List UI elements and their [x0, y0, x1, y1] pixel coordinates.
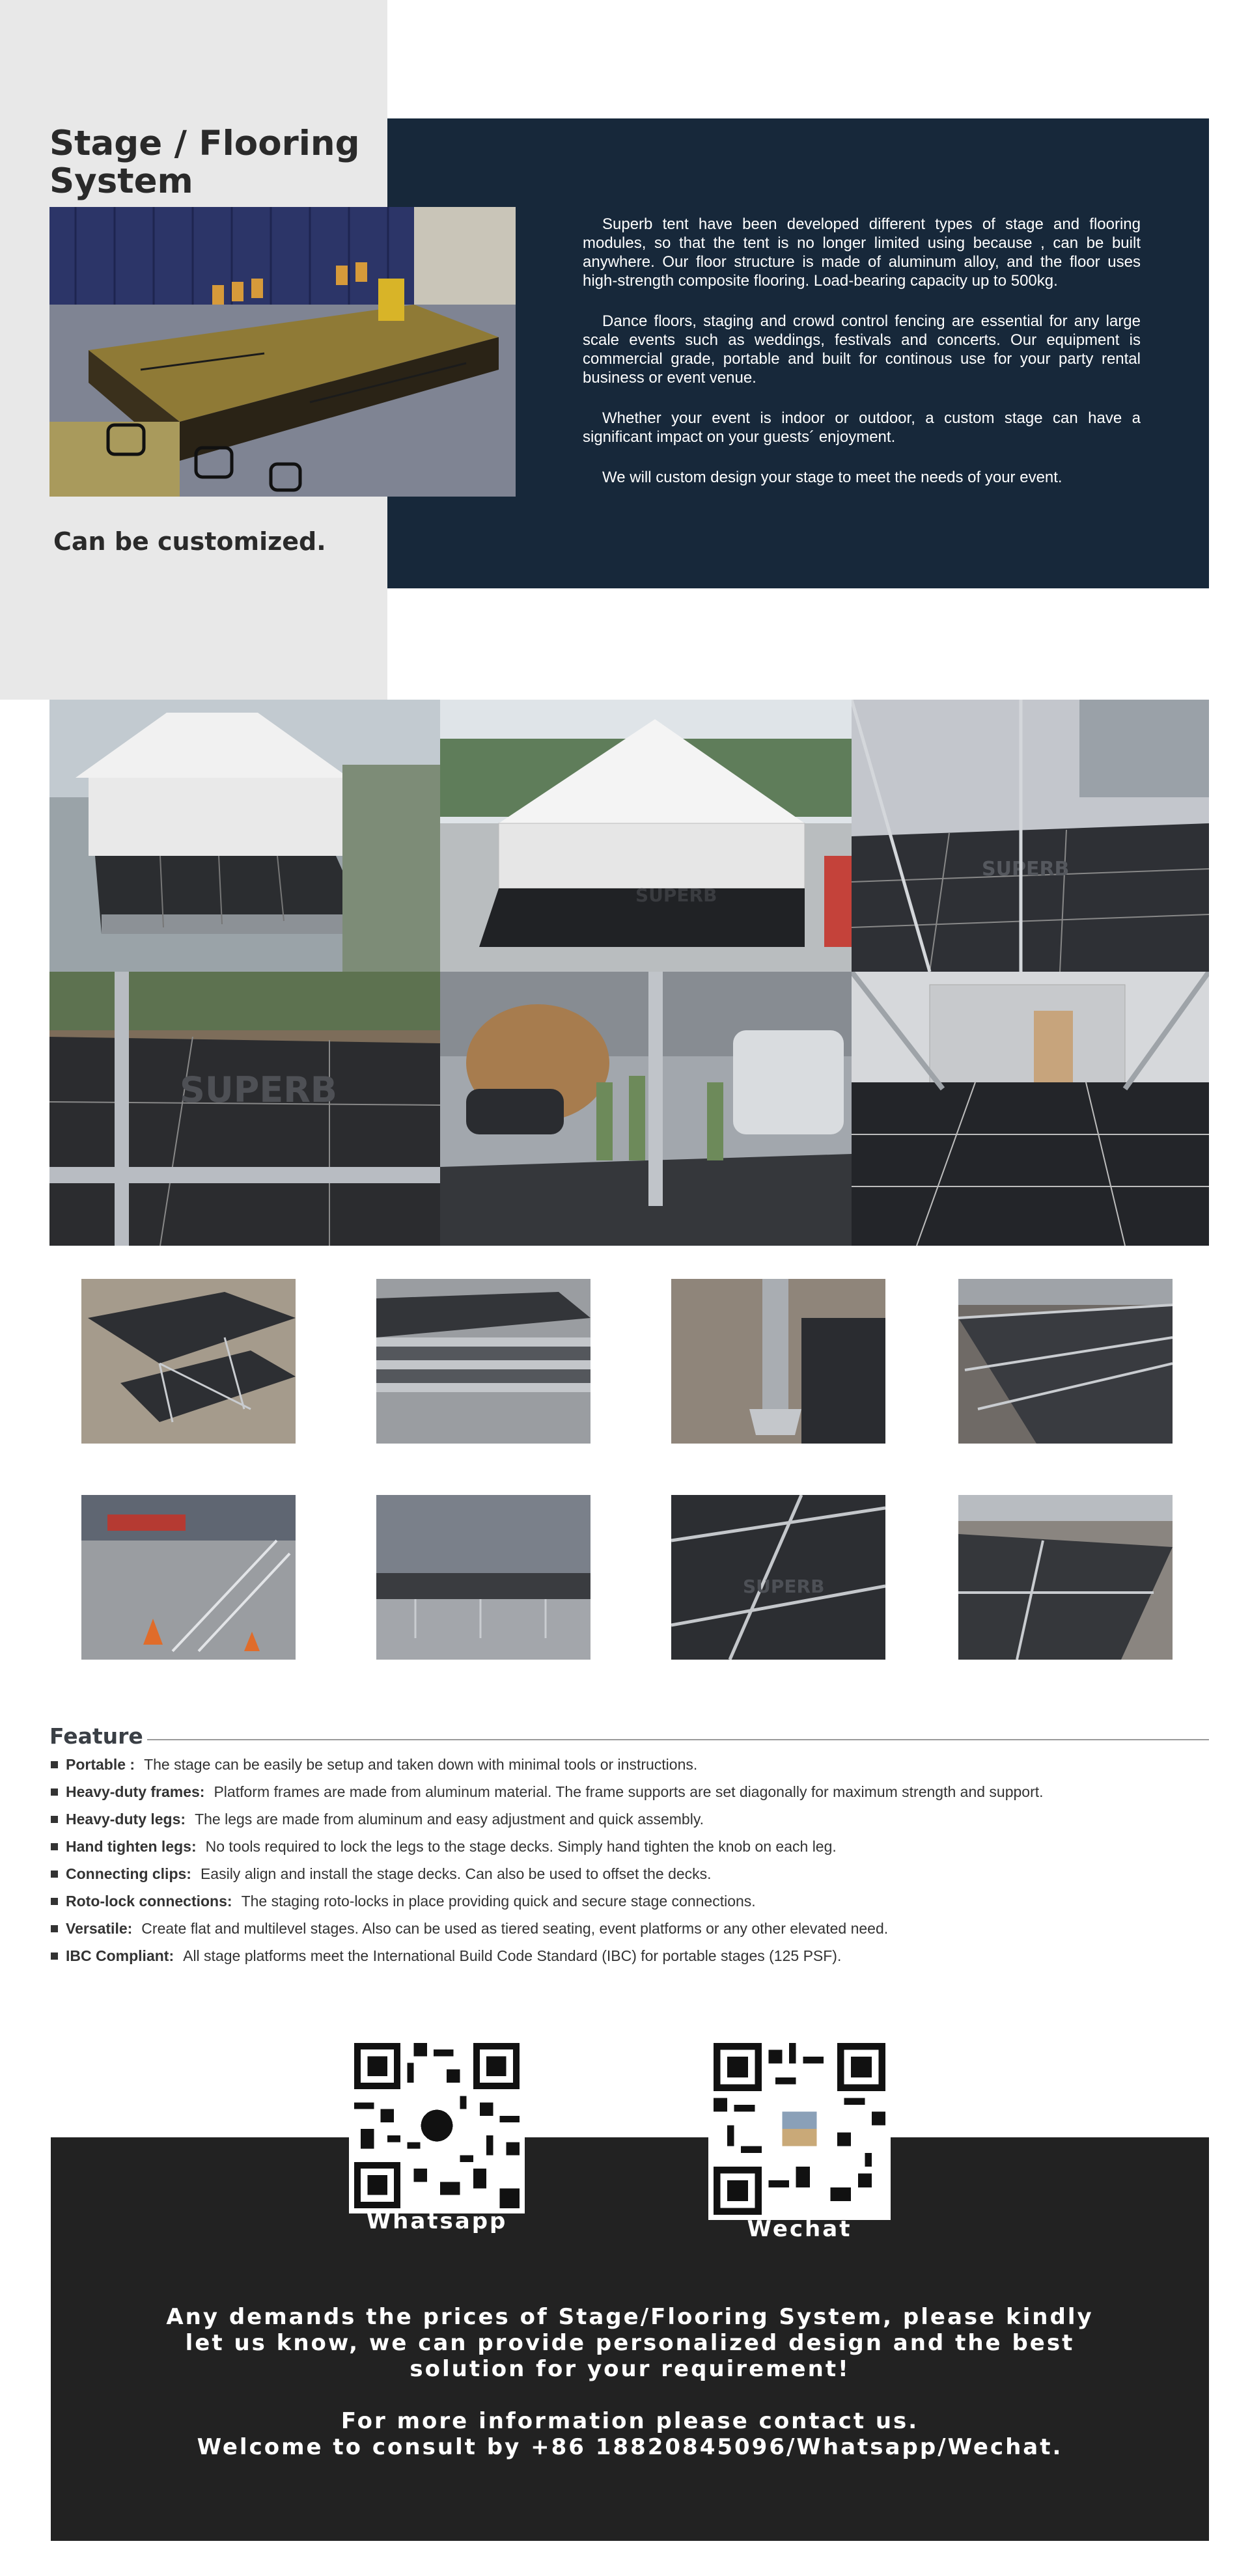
description-paragraph: We will custom design your stage to meet the needs of your event. [602, 469, 1062, 486]
thumbnail-leg-connector [671, 1279, 885, 1444]
description-paragraph: Superb tent have been developed different types of stage and flooring modules, so that the tent is no longer limited using because , can be built anywhere. Our floor structure is made of aluminum alloy, and the floor uses high-strength composite flooring. Load-bearing capacity up to 500kg. [583, 215, 1141, 290]
feature-label: Heavy-duty frames: [66, 1783, 205, 1800]
feature-item [49, 1860, 1221, 1887]
gallery-photo-floor-panels [852, 700, 1209, 972]
gallery-photo-event-install [440, 972, 852, 1246]
feature-label: Roto-lock connections: [66, 1893, 232, 1910]
thumbnail-outdoor-deck [958, 1495, 1173, 1660]
contact-message [51, 2304, 1209, 2460]
feature-label: Connecting clips: [66, 1865, 191, 1882]
feature-label: Portable : [66, 1756, 135, 1773]
gallery-photo-tent-stage [49, 700, 440, 972]
feature-label: Heavy-duty legs: [66, 1811, 186, 1828]
gallery-photo-tent-interior [852, 972, 1209, 1246]
whatsapp-label: Whatsapp [366, 2208, 508, 2234]
feature-item [49, 1833, 1221, 1860]
wechat-qr-code[interactable] [708, 2038, 891, 2220]
thumbnail-stage-building [376, 1495, 590, 1660]
gallery-photo-floor-closeup [49, 972, 440, 1246]
feature-text: No tools required to lock the legs to the stage decks. Simply hand tighten the knob on each leg. [205, 1838, 837, 1855]
page-title: Stage / Flooring System [49, 124, 360, 201]
feature-list [49, 1751, 1221, 1969]
hero-stage-photo [49, 207, 516, 497]
contact-message-line: let us know, we can provide personalized design and the best [185, 2330, 1075, 2356]
bullet-icon [51, 1953, 58, 1960]
feature-item [49, 1915, 1221, 1942]
feature-item [49, 1805, 1221, 1833]
contact-message-line: solution for your requirement! [410, 2356, 850, 2382]
feature-heading: Feature [49, 1723, 143, 1749]
hero-description [583, 215, 1141, 508]
feature-text: All stage platforms meet the International Build Code Standard (IBC) for portable stages (125 PSF). [183, 1947, 842, 1964]
watermark-text: SUPERB [635, 884, 717, 906]
contact-info-line: Welcome to consult by +86 18820845096/Whatsapp/Wechat. [197, 2434, 1063, 2460]
thumbnail-stage-stairs [81, 1495, 296, 1660]
thumbnail-floor-layout [958, 1279, 1173, 1444]
bullet-icon [51, 1925, 58, 1932]
whatsapp-qr-code[interactable] [349, 2038, 525, 2213]
thumbnail-stacked-decks [376, 1279, 590, 1444]
feature-text: Easily align and install the stage decks. Can also be used to offset the decks. [200, 1865, 712, 1882]
feature-text: Create flat and multilevel stages. Also can be used as tiered seating, event platforms or any other elevated need. [141, 1920, 889, 1937]
customizable-tagline: Can be customized. [53, 527, 326, 556]
feature-text: The stage can be easily be setup and taken down with minimal tools or instructions. [144, 1756, 698, 1773]
gallery-photo-pagoda-stage [440, 700, 852, 972]
feature-item [49, 1942, 1221, 1969]
feature-item [49, 1887, 1221, 1915]
description-paragraph: Whether your event is indoor or outdoor, a custom stage can have a significant impact on your guests´ enjoyment. [583, 409, 1141, 446]
feature-text: Platform frames are made from aluminum material. The frame supports are set diagonally for maximum strength and support. [214, 1783, 1044, 1800]
feature-item [49, 1751, 1221, 1778]
bullet-icon [51, 1870, 58, 1878]
feature-label: Versatile: [66, 1920, 133, 1937]
bullet-icon [51, 1816, 58, 1823]
watermark-text: SUPERB [743, 1576, 825, 1597]
watermark-text: SUPERB [982, 858, 1070, 881]
thumbnail-stage-frame [81, 1279, 296, 1444]
wechat-label: Wechat [747, 2216, 852, 2242]
bullet-icon [51, 1761, 58, 1768]
feature-item [49, 1778, 1221, 1805]
watermark-text: SUPERB [180, 1069, 337, 1110]
bullet-icon [51, 1843, 58, 1850]
feature-label: Hand tighten legs: [66, 1838, 197, 1855]
feature-divider [147, 1739, 1209, 1740]
description-paragraph: Dance floors, staging and crowd control fencing are essential for any large scale events such as weddings, festivals and concerts. Our equipment is commercial grade, portable and built for continous use for your party rental business or event venue. [583, 312, 1141, 387]
thumbnail-deck-surface [671, 1495, 885, 1660]
bullet-icon [51, 1898, 58, 1905]
contact-message-line: Any demands the prices of Stage/Flooring System, please kindly [166, 2304, 1094, 2330]
feature-text: The legs are made from aluminum and easy adjustment and quick assembly. [195, 1811, 704, 1828]
contact-info-line: For more information please contact us. [340, 2408, 919, 2434]
feature-text: The staging roto-locks in place providing quick and secure stage connections. [241, 1893, 756, 1910]
bullet-icon [51, 1788, 58, 1796]
stage-photo-gallery [49, 700, 1209, 1246]
feature-label: IBC Compliant: [66, 1947, 174, 1964]
